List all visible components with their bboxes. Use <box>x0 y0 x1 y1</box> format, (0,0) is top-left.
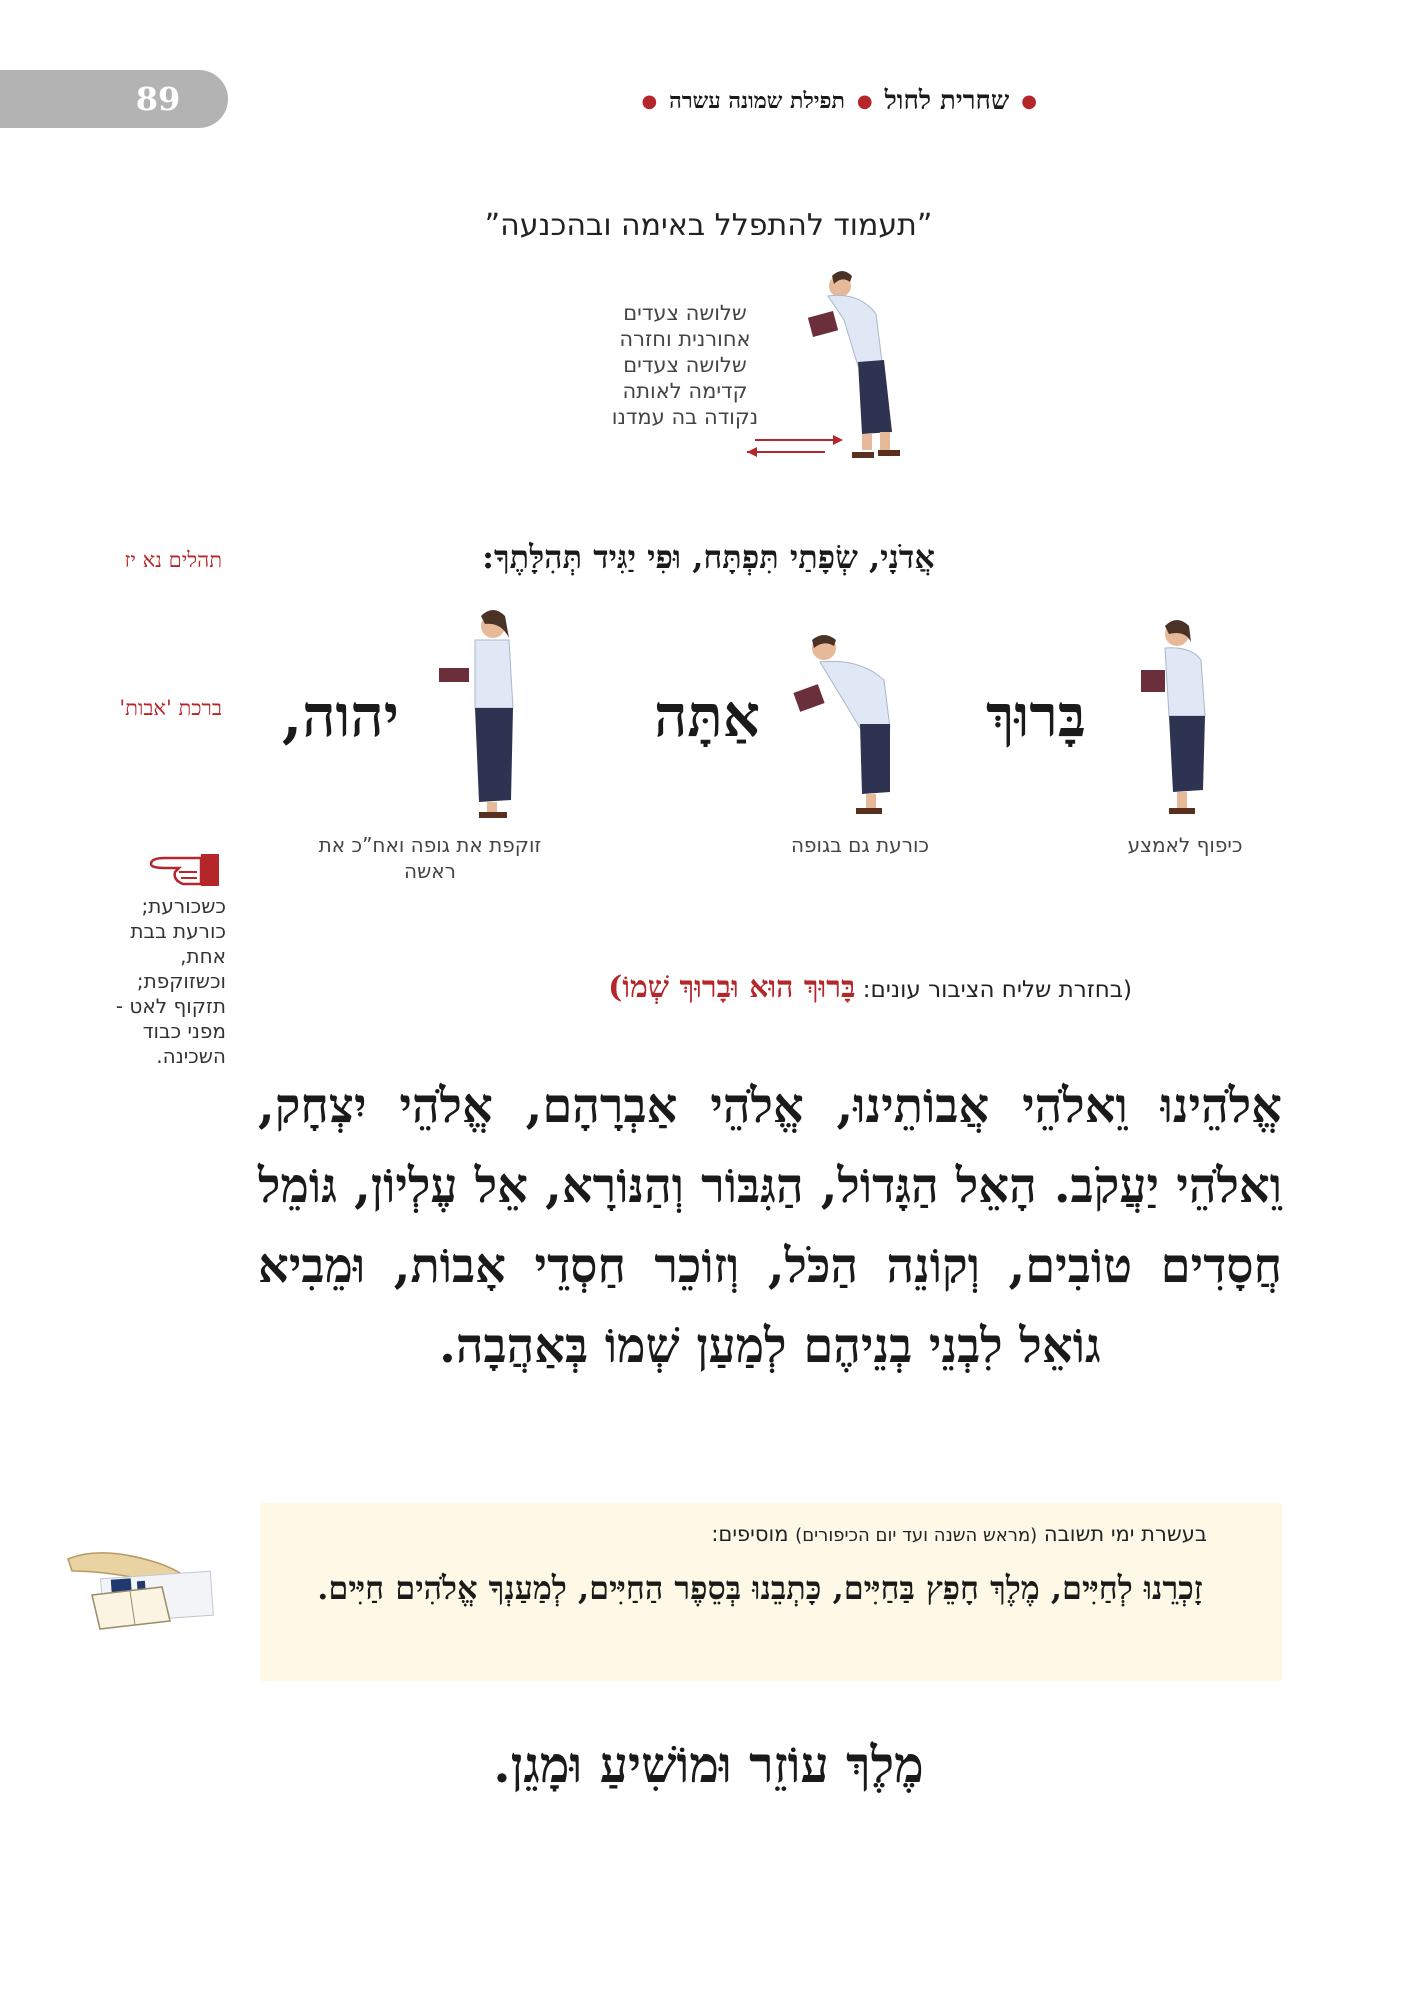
psalms-reference: תהלים נא יז <box>124 548 222 572</box>
blessing-reference: ברכת 'אבות' <box>119 696 222 720</box>
opening-verse: אֲדֹנָי, שְׂפָתַי תִּפְתָּח, וּפִי יַגִּיד תְּהִלָּתֶךָ: <box>482 538 935 576</box>
avot-prayer-text: אֱלֹהֵינוּ וֵאלֹהֵי אֲבוֹתֵינוּ, אֱלֹהֵי אַבְרָהָם, אֱלֹהֵי יִצְחָק, וֵאלֹהֵי יַעֲקֹב. הָאֵל הַגָּדוֹל, הַגִּבּוֹר וְהַנּוֹרָא, אֵל עֶלְיוֹן, גּוֹמֵל חֲסָדִים טוֹבִים, וְקוֹנֵה הַכֹּל, וְזוֹכֵר חַסְדֵי אָבוֹת, וּמֵבִיא גוֹאֵל לִבְנֵי בְנֵיהֶם לְמַעַן שְׁמוֹ בְּאַהֲבָה. <box>258 1078 1282 1374</box>
caption-bow-body: כורעת גם בגופה <box>790 833 930 857</box>
pointing-hand-icon <box>145 850 223 890</box>
bow-word-ata: אַתָּה <box>654 682 760 750</box>
step-note: שלושה צעדים אחורנית וחזרה שלושה צעדים קדימה לאותה נקודה בה עמדנו <box>611 301 759 429</box>
ten-days-intro: בעשרת ימי תשובה (מראש השנה ועד יום הכיפורים) מוסיפים: <box>711 1522 1207 1546</box>
caption-bend-middle: כיפוף לאמצע <box>1127 833 1243 857</box>
woman-bowing-figure <box>790 628 920 818</box>
congregation-response <box>608 970 1132 1005</box>
title-quote: ”תעמוד להתפלל באימה ובהכנעה” <box>484 208 933 243</box>
bow-word-hashem: יהוה, <box>282 682 399 750</box>
response-intro: (בחזרת שליח הציבור עונים: <box>862 977 1132 1003</box>
closing-line: מֶלֶךְ עוֹזֵר וּמוֹשִׁיעַ וּמָגֵן. <box>493 1735 924 1794</box>
woman-upright-figure <box>435 604 525 824</box>
header-section: שחרית לחול <box>884 86 1010 116</box>
running-header: ● שחרית לחול ● תפילת שמונה עשרה ● <box>641 86 1037 116</box>
shofar-tallit-icon <box>62 1535 222 1635</box>
page-number-tab <box>0 70 228 128</box>
response-text: בָּרוּךְ הוּא וּבָרוּךְ שְׁמוֹ) <box>608 970 856 1005</box>
bow-word-baruch: בָּרוּךְ <box>986 682 1086 750</box>
bowing-side-note: כשכורעת; כורעת בבת אחת, וכשזוקפת; תזקוף לאט - מפני כבוד השכינה. <box>115 894 226 1068</box>
ten-days-insert-text: זָכְרֵנוּ לְחַיִּים, מֶלֶךְ חָפֵץ בַּחַיִּים, כָּתְבֵנוּ בְּסֵפֶר הַחַיִּים, לְמַעַנְךָ אֱלֹהִים חַיִּים. <box>317 1569 1203 1607</box>
caption-straighten: זוקפת את גופה ואח”כ את ראשה <box>318 833 542 883</box>
page-number: 89 <box>135 80 181 118</box>
header-subsection: תפילת שמונה עשרה <box>669 88 845 114</box>
woman-stepping-figure <box>800 262 910 462</box>
woman-bending-figure <box>1125 612 1235 822</box>
